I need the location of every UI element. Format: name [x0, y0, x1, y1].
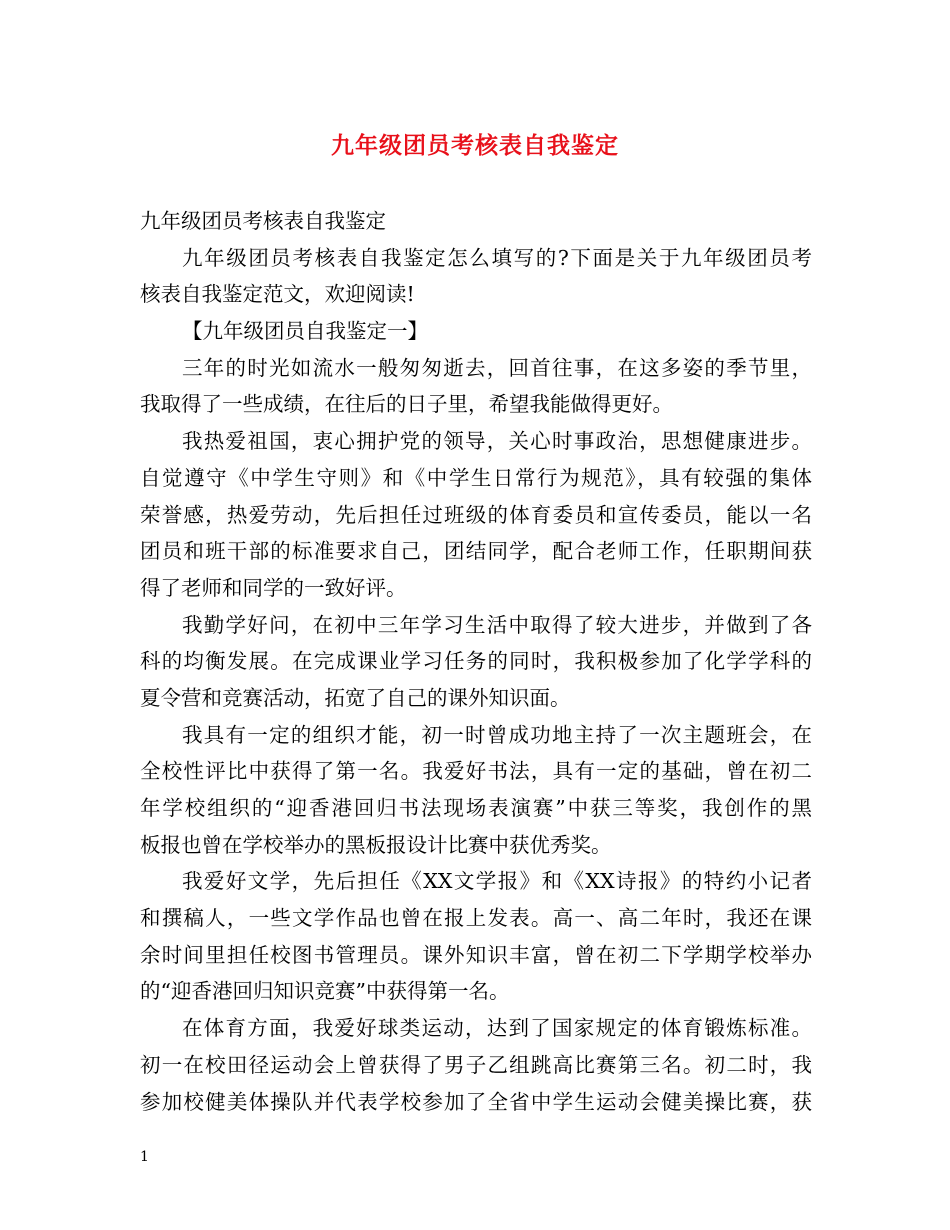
paragraph-line: 得了老师和同学的一致好评。 — [140, 575, 407, 600]
page-number: 1 — [140, 1149, 149, 1165]
paragraph-line: 夏令营和竞赛活动，拓宽了自己的课外知识面。 — [140, 685, 571, 710]
document-title: 九年级团员考核表自我鉴定 — [331, 132, 619, 159]
paragraph-1 — [140, 350, 812, 423]
paragraph-line: 九年级团员考核表自我鉴定怎么填写的?下面是关于九年级团员考 — [182, 245, 812, 270]
paragraph-line: 初一在校田径运动会上曾获得了男子乙组跳高比赛第三名。初二时，我 — [140, 1052, 812, 1077]
paragraph-line: 我取得了一些成绩，在往后的日子里，希望我能做得更好。 — [140, 392, 673, 417]
paragraph-line: 我热爱祖国，衷心拥护党的领导，关心时事政治，思想健康进步。 — [182, 429, 812, 454]
paragraph-line: 我具有一定的组织才能，初一时曾成功地主持了一次主题班会，在 — [182, 722, 812, 747]
paragraph-line: 核表自我鉴定范文，欢迎阅读! — [140, 282, 415, 307]
section-heading: 【九年级团员自我鉴定一】 — [182, 319, 428, 344]
paragraph-line: 我勤学好问，在初中三年学习生活中取得了较大进步，并做到了各 — [182, 612, 812, 637]
paragraph-line: 板报也曾在学校举办的黑板报设计比赛中获优秀奖。 — [140, 832, 612, 857]
document-body — [140, 203, 812, 1120]
paragraph-line: 自觉遵守《中学生守则》和《中学生日常行为规范》，具有较强的集体 — [140, 465, 812, 490]
paragraph-5 — [140, 863, 812, 1010]
paragraph-line: 年学校组织的“迎香港回归书法现场表演赛”中获三等奖，我创作的黑 — [140, 796, 812, 820]
paragraph-line: 在体育方面，我爱好球类运动，达到了国家规定的体育锻炼标准。 — [182, 1016, 812, 1041]
intro-paragraph — [140, 240, 812, 313]
paragraph-4 — [140, 717, 812, 864]
paragraph-line: 参加校健美体操队并代表学校参加了全省中学生运动会健美操比赛，获 — [140, 1089, 812, 1114]
paragraph-line: 三年的时光如流水一般匆匆逝去，回首往事，在这多姿的季节里， — [182, 355, 812, 380]
paragraph-line: 团员和班干部的标准要求自己，团结同学，配合老师工作，任职期间获 — [140, 539, 812, 564]
paragraph-2 — [140, 423, 812, 606]
subtitle-line: 九年级团员考核表自我鉴定 — [140, 209, 386, 233]
paragraph-3 — [140, 607, 812, 717]
paragraph-line: 和撰稿人，一些文学作品也曾在报上发表。高一、高二年时，我还在课 — [140, 906, 812, 931]
paragraph-line: 的“迎香港回归知识竞赛”中获得第一名。 — [140, 979, 510, 1004]
paragraph-line: 余时间里担任校图书管理员。课外知识丰富，曾在初二下学期学校举办 — [140, 942, 812, 967]
paragraph-line: 我爱好文学，先后担任《XX文学报》和《XX诗报》的特约小记者 — [182, 869, 812, 894]
paragraph-line: 荣誉感，热爱劳动，先后担任过班级的体育委员和宣传委员，能以一名 — [140, 502, 812, 527]
paragraph-6 — [140, 1010, 812, 1120]
paragraph-line: 全校性评比中获得了第一名。我爱好书法，具有一定的基础，曾在初二 — [140, 759, 812, 784]
paragraph-line: 科的均衡发展。在完成课业学习任务的同时，我积极参加了化学学科的 — [140, 649, 812, 674]
